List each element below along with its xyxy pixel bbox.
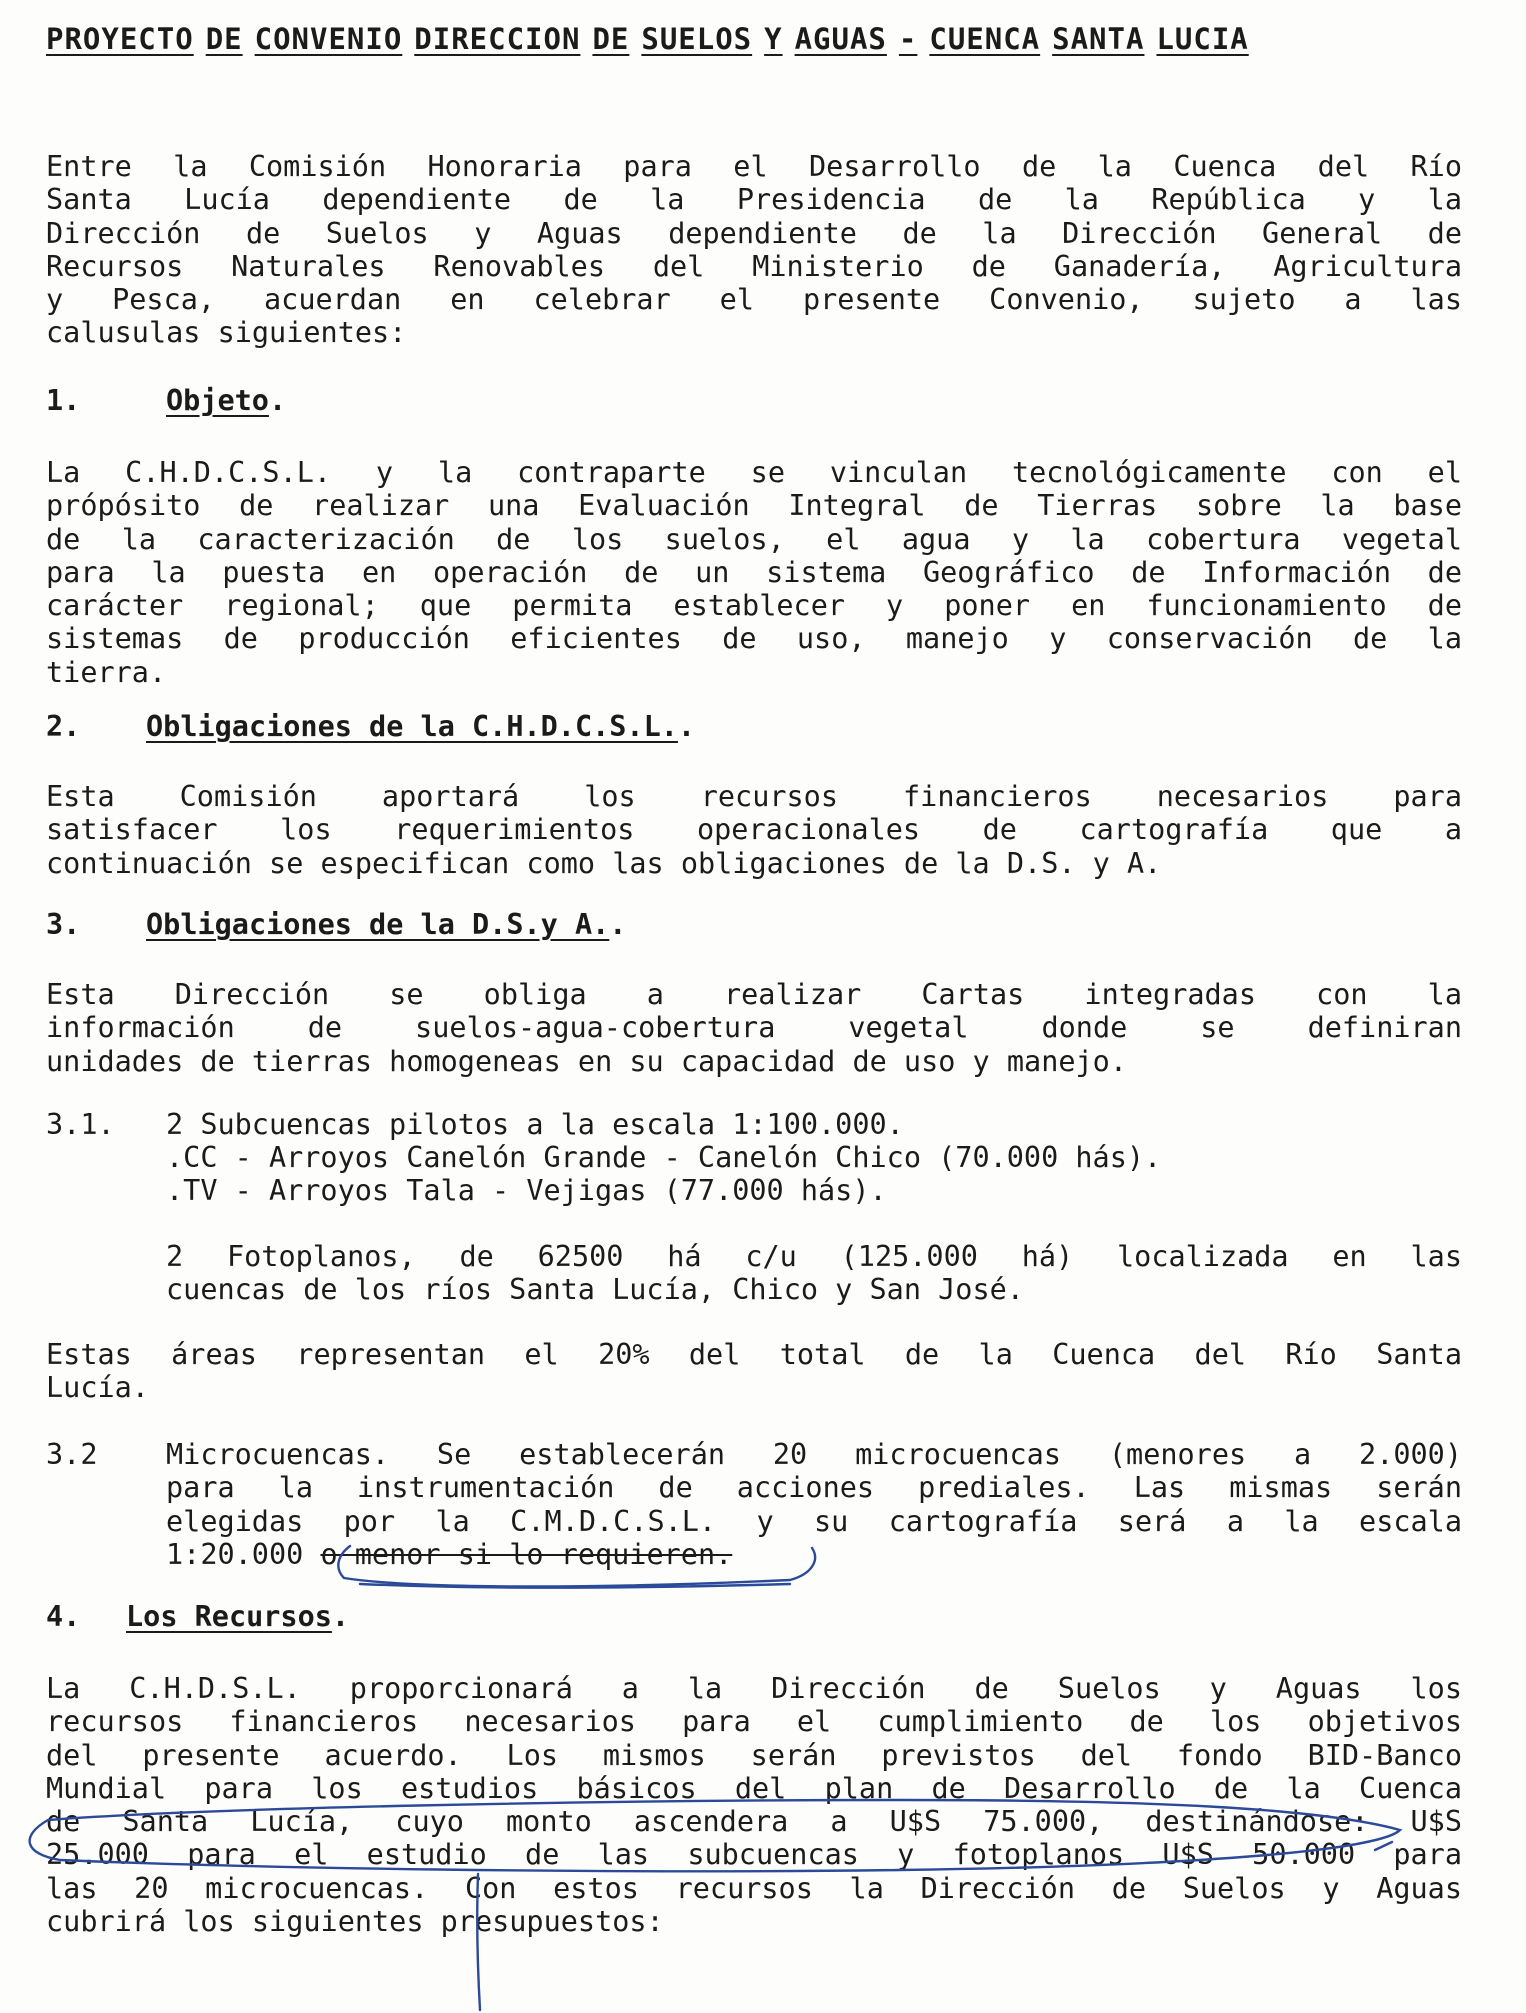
title-word: AGUAS [794, 22, 887, 56]
text-line: Entre la Comisión Honoraria para el Desarrollo de la Cuenca del Río [46, 150, 1462, 183]
title-word: SUELOS [641, 22, 753, 56]
text-line: de la caracterización de los suelos, el agua y la cobertura vegetal [46, 522, 1462, 556]
document-title [46, 22, 1466, 56]
section-3-heading: 3. Obligaciones de la D.S.y A.. [46, 908, 627, 941]
text-line: del presente acuerdo. Los mismos serán previstos del fondo BID-Banco [46, 1738, 1462, 1772]
text-line: continuación se especifican como las obligaciones de la D.S. y A. [46, 846, 1162, 880]
text-line: La C.H.D.S.L. proporcionará a la Dirección de Suelos y Aguas los [46, 1672, 1462, 1705]
title-word: - [898, 22, 918, 56]
title-word: CUENCA [929, 22, 1041, 56]
text-line: de Santa Lucía, cuyo monto ascendera a U$S 75.000, destinándose: U$S [46, 1805, 1462, 1839]
text-line: Esta Comisión aportará los recursos financieros necesarios para [46, 780, 1462, 813]
text-line: recursos financieros necesarios para el cumplimiento de los objetivos [46, 1705, 1462, 1739]
title-word: LUCIA [1156, 22, 1249, 56]
text-line: satisfacer los requerimientos operacionales de cartografía que a [46, 813, 1462, 847]
text-line: Santa Lucía dependiente de la Presidencia de la República y la [46, 183, 1462, 217]
section-1-heading: 1. Objeto. [46, 384, 287, 417]
scale-value: 1:20.000 [166, 1537, 304, 1571]
ink-underline-struck-text [360, 1584, 790, 1588]
text-line: calusulas siguientes: [46, 316, 407, 350]
text-line: própósito de realizar una Evaluación Integral de Tierras sobre la base [46, 489, 1462, 523]
title-word: Y [764, 22, 783, 56]
text-line: Recursos Naturales Renovables del Ministerio de Ganadería, Agricultura [46, 249, 1462, 283]
fotoplanos-paragraph [166, 1240, 1462, 1307]
subsection-number: 3.1. [46, 1108, 115, 1141]
subsection-number: 3.2 [46, 1438, 98, 1471]
text-line: Dirección de Suelos y Aguas dependiente de la Dirección General de [46, 216, 1462, 250]
section-number: 1. [46, 384, 81, 417]
section-4-paragraph [46, 1672, 1462, 1938]
text-line: cubrirá los siguientes presupuestos: [46, 1905, 664, 1939]
section-title: Objeto [166, 384, 269, 417]
section-2-paragraph [46, 780, 1462, 880]
text-line: Mundial para los estudios básicos del plan de Desarrollo de la Cuenca [46, 1771, 1462, 1805]
text-line [166, 1538, 1462, 1571]
section-1-paragraph [46, 456, 1462, 689]
text-line: unidades de tierras homogeneas en su capacidad de uso y manejo. [46, 1044, 1127, 1078]
section-title: Obligaciones de la D.S.y A. [146, 908, 610, 941]
title-word: DE [205, 22, 243, 56]
areas-paragraph [46, 1338, 1462, 1405]
text-line: cuencas de los ríos Santa Lucía, Chico y San José. [166, 1273, 1024, 1307]
subsection-3-1 [166, 1108, 1161, 1207]
section-3-paragraph [46, 978, 1462, 1078]
section-title: Obligaciones de la C.H.D.C.S.L. [146, 710, 678, 743]
text-line: 2 Fotoplanos, de 62500 há c/u (125.000 há) localizada en las [166, 1240, 1462, 1273]
section-4-heading: 4. Los Recursos. [46, 1600, 350, 1633]
text-line: Lucía. [46, 1371, 149, 1405]
text-line: 25.000 para el estudio de las subcuencas y fotoplanos U$S 50.000 para [46, 1838, 1462, 1872]
struck-text: o menor si lo requieren. [320, 1537, 733, 1571]
section-number: 2. [46, 710, 81, 743]
title-word: DE [592, 22, 630, 56]
text-line: las 20 microcuencas. Con estos recursos la Dirección de Suelos y Aguas [46, 1871, 1462, 1905]
text-line: para la puesta en operación de un sistema Geográfico de Información de [46, 555, 1462, 589]
text-line: .TV - Arroyos Tala - Vejigas (77.000 hás). [166, 1174, 887, 1207]
section-number: 4. [46, 1600, 81, 1633]
text-line: carácter regional; que permita establecer y poner en funcionamiento de [46, 589, 1462, 623]
title-word: PROYECTO [46, 22, 194, 56]
text-line: y Pesca, acuerdan en celebrar el presente Convenio, sujeto a las [46, 283, 1462, 317]
text-line: información de suelos-agua-cobertura vegetal donde se definiran [46, 1011, 1462, 1045]
text-line: sistemas de producción eficientes de uso, manejo y conservación de la [46, 622, 1462, 656]
intro-paragraph [46, 150, 1462, 350]
section-title: Los Recursos [126, 1600, 332, 1633]
subsection-3-2 [166, 1438, 1462, 1571]
title-word: SANTA [1052, 22, 1145, 56]
text-line: .CC - Arroyos Canelón Grande - Canelón Chico (70.000 hás). [166, 1141, 1162, 1174]
text-line: Microcuencas. Se establecerán 20 microcuencas (menores a 2.000) [166, 1438, 1462, 1471]
text-line: elegidas por la C.M.D.C.S.L. y su cartografía será a la escala [166, 1504, 1462, 1538]
section-number: 3. [46, 908, 81, 941]
text-line: Estas áreas representan el 20% del total de la Cuenca del Río Santa [46, 1338, 1462, 1371]
text-line: para la instrumentación de acciones prediales. Las mismas serán [166, 1471, 1462, 1505]
text-line: 2 Subcuencas pilotos a la escala 1:100.000. [166, 1108, 904, 1141]
section-2-heading: 2. Obligaciones de la C.H.D.C.S.L.. [46, 710, 696, 743]
text-line: Esta Dirección se obliga a realizar Cartas integradas con la [46, 978, 1462, 1011]
text-line: La C.H.D.C.S.L. y la contraparte se vinculan tecnológicamente con el [46, 456, 1462, 489]
text-line: tierra. [46, 655, 167, 689]
title-word: CONVENIO [254, 22, 403, 56]
title-word: DIRECCION [414, 22, 581, 56]
